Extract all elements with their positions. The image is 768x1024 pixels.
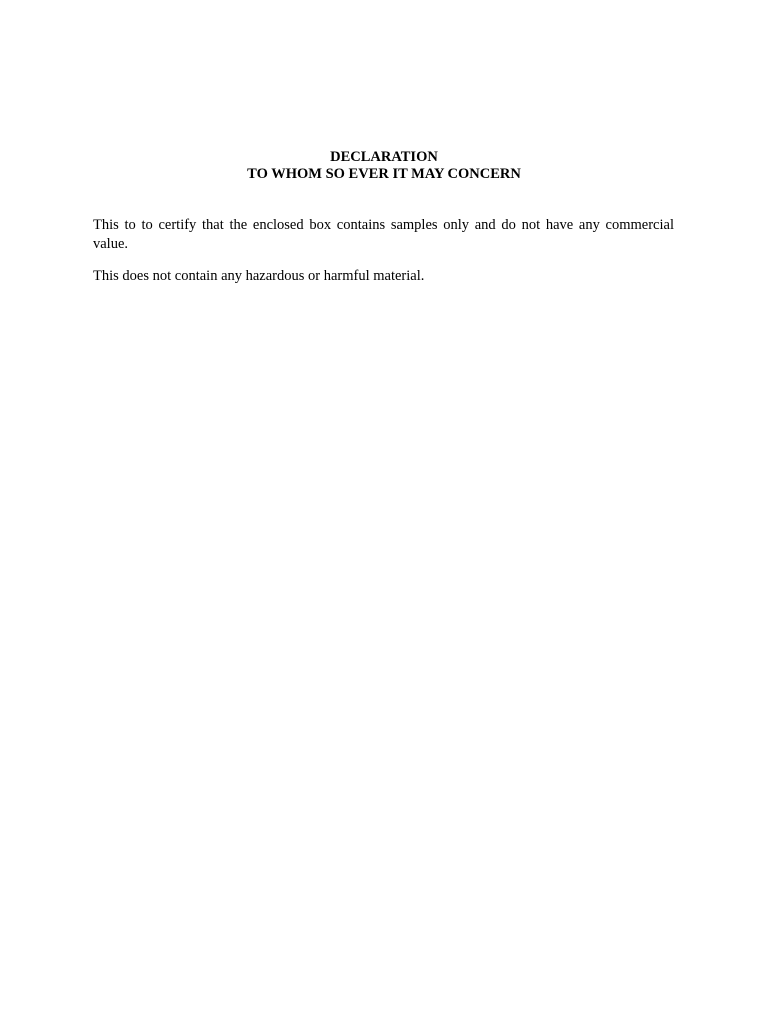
paragraph-hazard-statement: This does not contain any hazardous or harmful material. [93, 268, 425, 284]
document-heading [0, 149, 768, 183]
paragraph-certification: This to to certify that the enclosed box contains samples only and do not have any commercial value. [93, 217, 674, 252]
document-subtitle: TO WHOM SO EVER IT MAY CONCERN [247, 166, 521, 182]
document-title: DECLARATION [330, 149, 438, 165]
